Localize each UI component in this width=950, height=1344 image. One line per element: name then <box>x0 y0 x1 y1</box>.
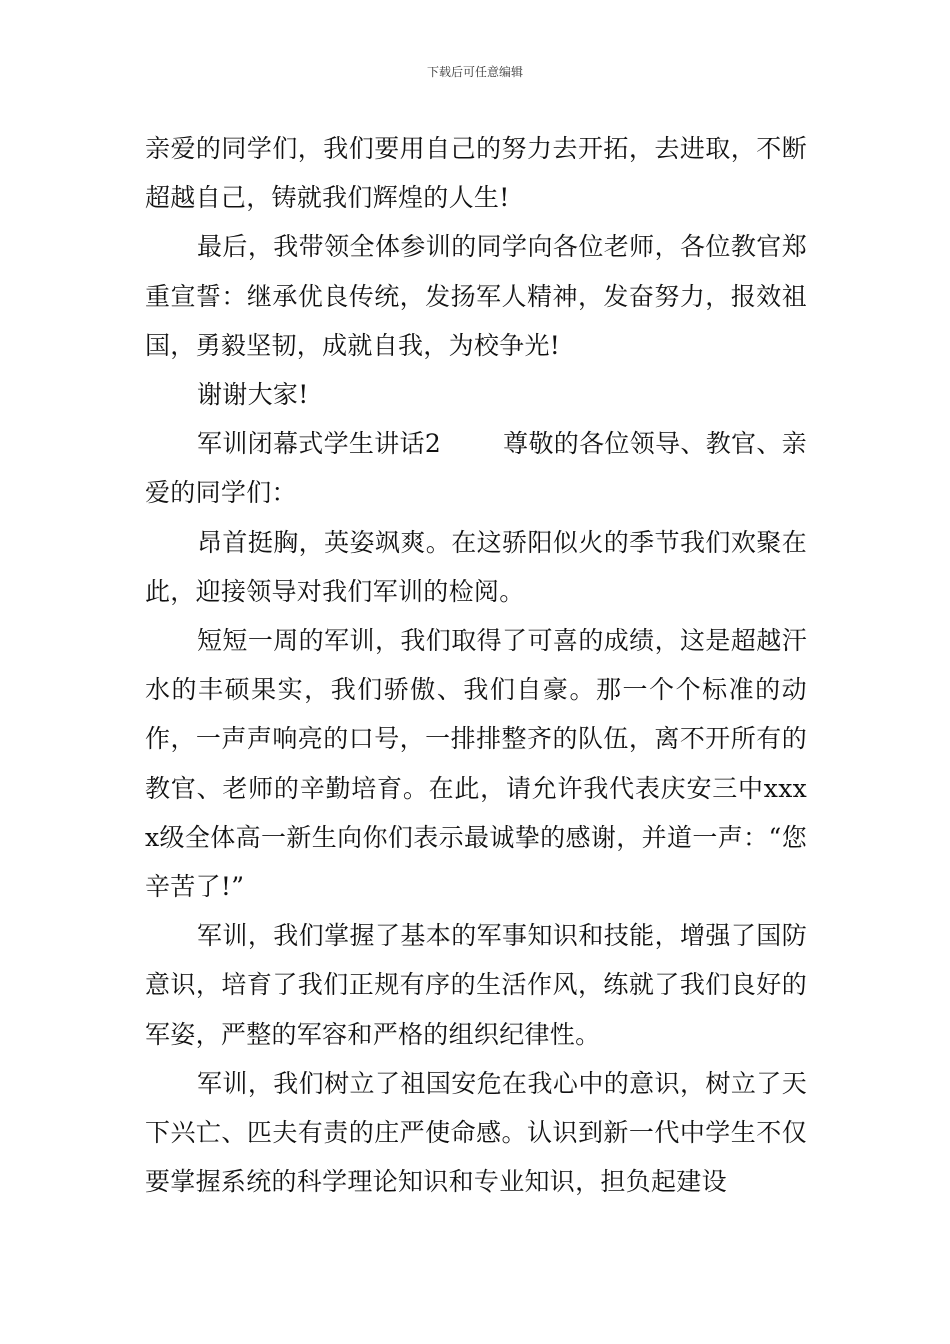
speech-salutation: 尊敬的各位领导、教官、亲爱的同学们： <box>145 429 807 508</box>
paragraph-awareness: 军训，我们树立了祖国安危在我心中的意识，树立了天下兴亡、匹夫有责的庄严使命感。认识到新一代中学生不仅要掌握系统的科学理论知识和专业知识，担负起建设 <box>145 1068 807 1197</box>
page-header: 下载后可任意编辑 <box>426 65 523 79</box>
paragraph-achievement: 短短一周的军训，我们取得了可喜的成绩，这是超越汗水的丰硕果实，我们骄傲、我们自豪。那一个个标准的动作，一声声响亮的口号，一排排整齐的队伍，离不开所有的教官、老师的辛勤培育。在此，请允许我代表庆安三中xxxx级全体高一新生向你们表示最诚挚的感谢，并道一声：“您辛苦了!” <box>145 626 807 902</box>
speech-title: 军训闭幕式学生讲话2 <box>197 429 442 459</box>
document-body <box>145 124 807 1206</box>
paragraph-oath: 最后，我带领全体参训的同学向各位老师，各位教官郑重宣誓：继承优良传统，发扬军人精神，发奋努力，报效祖国，勇毅坚韧，成就自我，为校争光! <box>145 232 807 360</box>
paragraph-skills: 军训，我们掌握了基本的军事知识和技能，增强了国防意识，培育了我们正规有序的生活作风，练就了我们良好的军姿，严整的军容和严格的组织纪律性。 <box>145 921 807 1049</box>
paragraph-thanks: 谢谢大家! <box>197 380 309 410</box>
speech-heading <box>145 419 807 517</box>
paragraph-opening: 昂首挺胸，英姿飒爽。在这骄阳似火的季节我们欢聚在此，迎接领导对我们军训的检阅。 <box>145 527 807 606</box>
paragraph-continuation: 亲爱的同学们，我们要用自己的努力去开拓，去进取，不断超越自己，铸就我们辉煌的人生! <box>145 134 807 213</box>
